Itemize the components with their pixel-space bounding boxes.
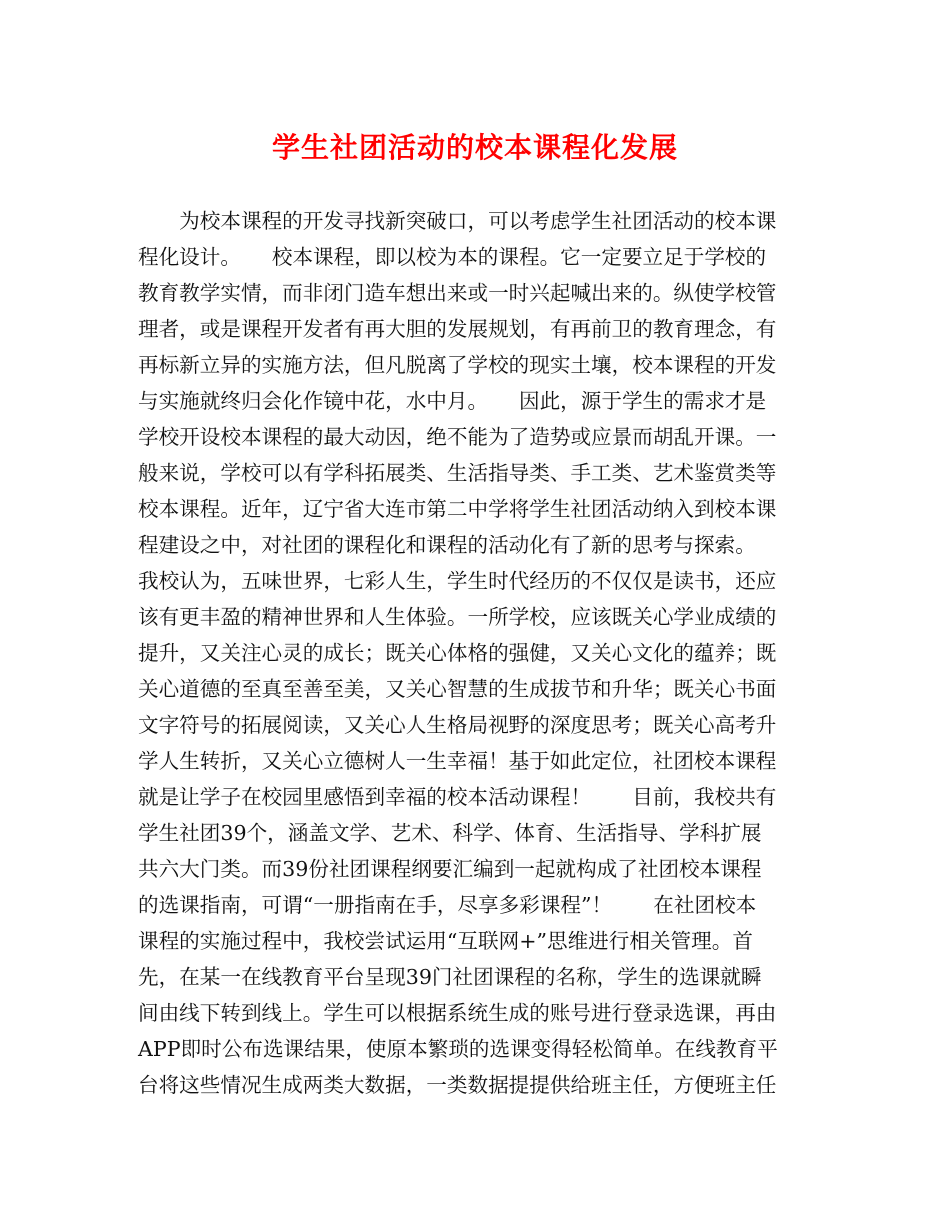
body-line: 先，在某一在线教育平台呈现39门社团课程的名称，学生的选课就瞬 [138, 965, 762, 989]
body-line: 再标新立异的实施方法，但凡脱离了学校的现实土壤，校本课程的开发 [138, 353, 777, 377]
body-line: 学人生转折，又关心立德树人一生幸福！基于如此定位，社团校本课程 [138, 749, 777, 773]
document-body [138, 203, 818, 1103]
body-line: 学生社团39个，涵盖文学、艺术、科学、体育、生活指导、学科扩展 [138, 821, 762, 845]
body-line: 就是让学子在校园里感悟到幸福的校本活动课程！ 目前，我校共有 [138, 785, 777, 809]
body-line: 程化设计。 校本课程，即以校为本的课程。它一定要立足于学校的 [138, 245, 767, 269]
body-line: 该有更丰盈的精神世界和人生体验。一所学校，应该既关心学业成绩的 [138, 605, 777, 629]
body-line: 台将这些情况生成两类大数据，一类数据提提供给班主任，方便班主任 [138, 1073, 777, 1097]
body-line: 学校开设校本课程的最大动因，绝不能为了造势或应景而胡乱开课。一 [138, 425, 777, 449]
body-line: 理者，或是课程开发者有再大胆的发展规划，有再前卫的教育理念，有 [138, 317, 777, 341]
body-line: 与实施就终归会化作镜中花，水中月。 因此，源于学生的需求才是 [138, 389, 767, 413]
body-line: 课程的实施过程中，我校尝试运用“互联网+”思维进行相关管理。首 [138, 929, 753, 953]
body-line: 教育教学实情，而非闭门造车想出来或一时兴起喊出来的。纵使学校管 [138, 281, 777, 305]
body-line: 提升，又关注心灵的成长；既关心体格的强健，又关心文化的蕴养；既 [138, 641, 777, 665]
body-line: 为校本课程的开发寻找新突破口，可以考虑学生社团活动的校本课 [138, 209, 777, 233]
body-line: 般来说，学校可以有学科拓展类、生活指导类、手工类、艺术鉴赏类等 [138, 461, 777, 485]
body-line: 我校认为，五味世界，七彩人生，学生时代经历的不仅仅是读书，还应 [138, 569, 777, 593]
body-line: 程建设之中，对社团的课程化和课程的活动化有了新的思考与探索。 [138, 533, 756, 557]
body-line: 校本课程。近年，辽宁省大连市第二中学将学生社团活动纳入到校本课 [138, 497, 777, 521]
body-line: APP即时公布选课结果，使原本繁琐的选课变得轻松简单。在线教育平 [138, 1037, 778, 1061]
body-line: 的选课指南，可谓“一册指南在手，尽享多彩课程”！ 在社团校本 [138, 893, 757, 917]
body-line: 共六大门类。而39份社团课程纲要汇编到一起就构成了社团校本课程 [138, 857, 762, 881]
body-line: 文字符号的拓展阅读，又关心人生格局视野的深度思考；既关心高考升 [138, 713, 777, 737]
document-title: 学生社团活动的校本课程化发展 [271, 131, 678, 164]
body-line: 关心道德的至真至善至美，又关心智慧的生成拔节和升华；既关心书面 [138, 677, 777, 701]
body-line: 间由线下转到线上。学生可以根据系统生成的账号进行登录选课，再由 [138, 1001, 777, 1025]
